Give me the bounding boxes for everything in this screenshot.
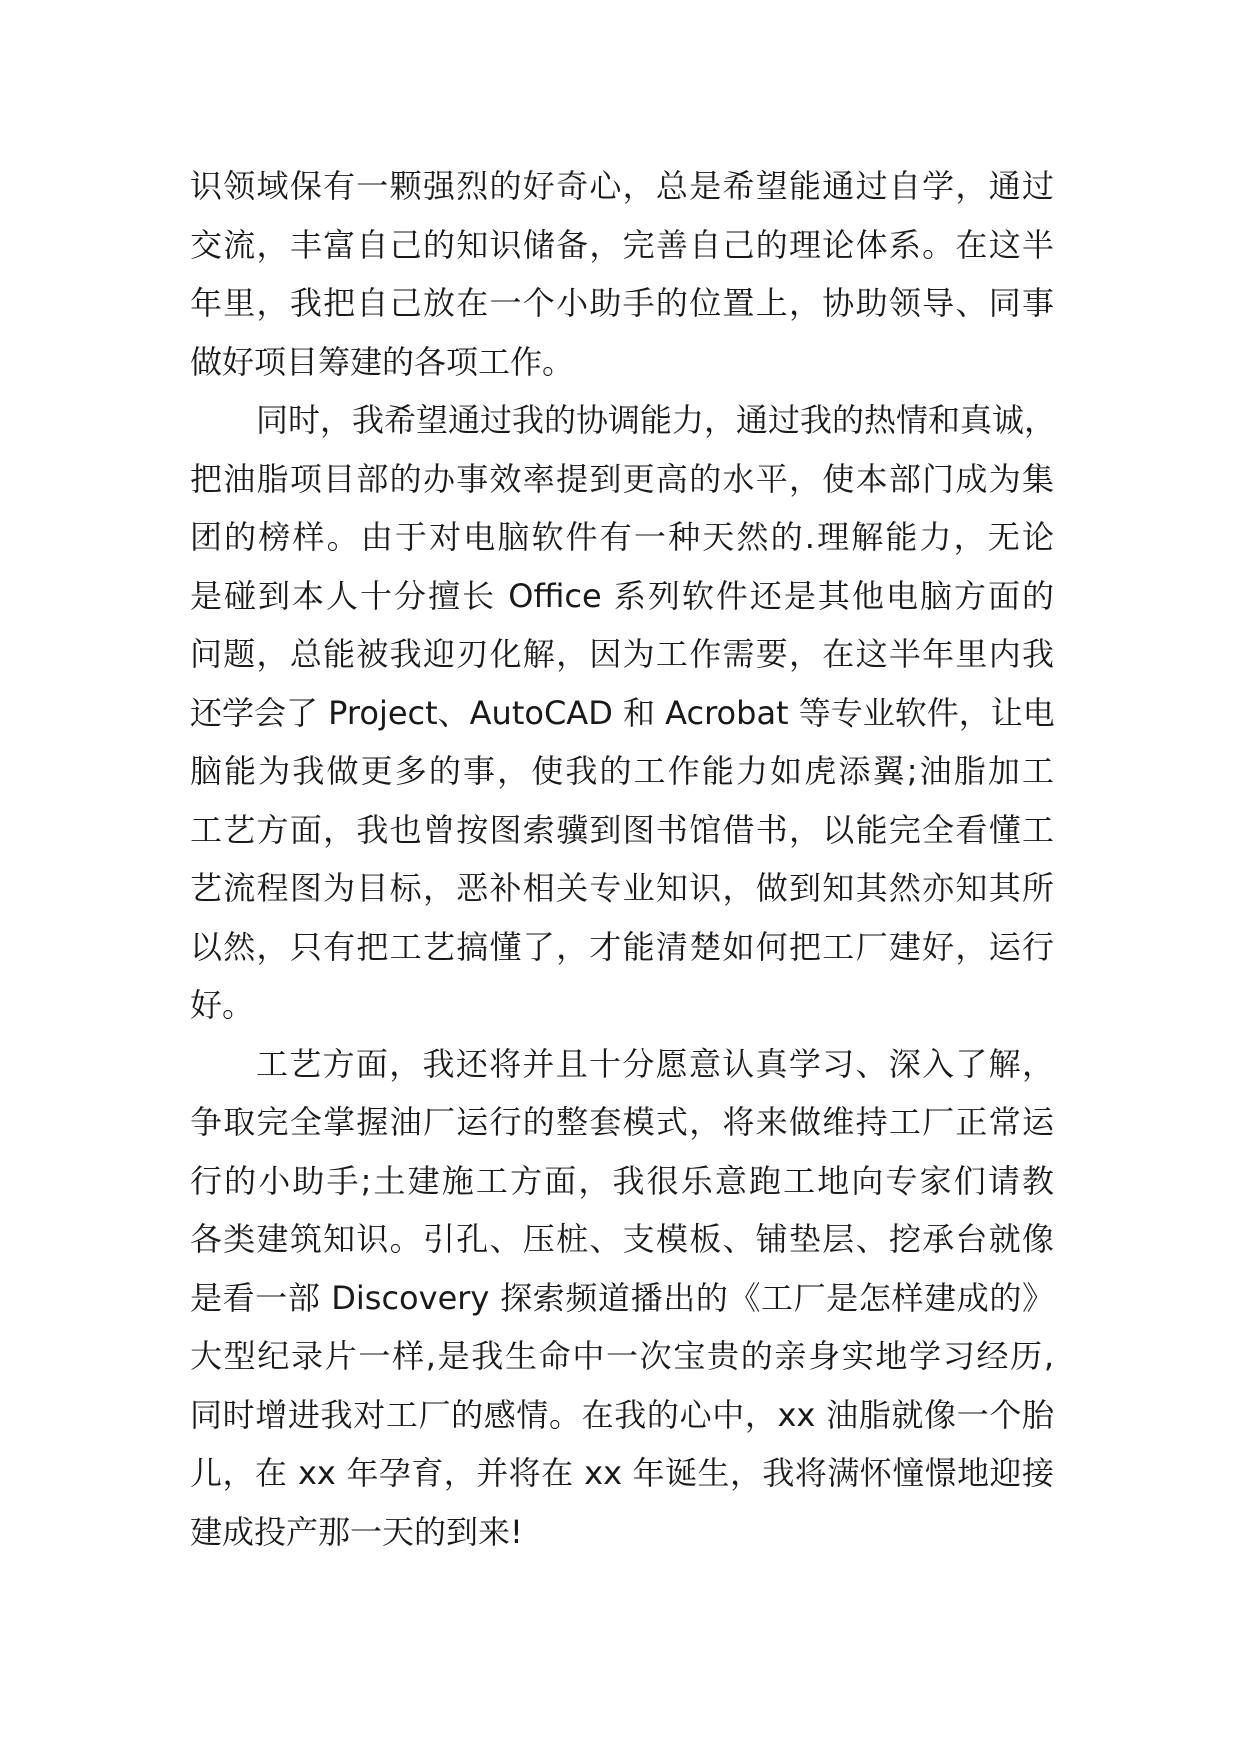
document-body xyxy=(190,157,1057,1561)
text-line: 识领域保有一颗强烈的好奇心，总是希望能通过自学，通过 xyxy=(190,167,1054,205)
text-line: 团的榜样。由于对电脑软件有一种天然的.理解能力，无论 xyxy=(190,518,1054,556)
text-line: 艺流程图为目标，恶补相关专业知识，做到知其然亦知其所 xyxy=(190,869,1054,907)
text-line: 交流，丰富自己的知识储备，完善自己的理论体系。在这半 xyxy=(190,225,1054,264)
text-line: 大型纪录片一样,是我生命中一次宝贵的亲身实地学习经历, xyxy=(190,1337,1054,1375)
text-line: 做好项目筹建的各项工作。 xyxy=(190,342,575,381)
text-line: 脑能为我做更多的事，使我的工作能力如虎添翼;油脂加工 xyxy=(190,752,1054,790)
text-line: 好。 xyxy=(190,986,255,1024)
text-line: 工艺方面，我也曾按图索骥到图书馆借书，以能完全看懂工 xyxy=(190,810,1054,849)
text-line: 各类建筑知识。引孔、压桩、支模板、铺垫层、挖承台就像 xyxy=(190,1220,1054,1258)
text-line: 建成投产那一天的到来! xyxy=(190,1512,523,1551)
text-line: 争取完全掌握油厂运行的整套模式，将来做维持工厂正常运 xyxy=(190,1103,1054,1141)
text-line: 行的小助手;土建施工方面，我很乐意跑工地向专家们请教 xyxy=(190,1161,1054,1200)
text-line: 同时增进我对工厂的感情。在我的心中，xx 油脂就像一个胎 xyxy=(190,1395,1054,1434)
text-line: 是看一部 Discovery 探索频道播出的《工厂是怎样建成的》 xyxy=(190,1278,1054,1317)
text-line: 年里，我把自己放在一个小助手的位置上，协助领导、同事 xyxy=(190,284,1054,322)
text-line: 儿，在 xx 年孕育，并将在 xx 年诞生，我将满怀憧憬地迎接 xyxy=(190,1454,1054,1492)
text-line: 把油脂项目部的办事效率提到更高的水平，使本部门成为集 xyxy=(190,459,1054,498)
text-line: 还学会了 Project、AutoCAD 和 Acrobat 等专业软件，让电 xyxy=(190,693,1055,732)
text-line: 问题，总能被我迎刃化解，因为工作需要，在这半年里内我 xyxy=(190,635,1054,673)
text-line: 以然，只有把工艺搞懂了，才能清楚如何把工厂建好，运行 xyxy=(190,927,1054,966)
text-line: 工艺方面，我还将并且十分愿意认真学习、深入了解， xyxy=(256,1044,1054,1083)
text-line: 同时，我希望通过我的协调能力，通过我的热情和真诚， xyxy=(256,401,1057,439)
text-line: 是碰到本人十分擅长 Office 系列软件还是其他电脑方面的 xyxy=(190,576,1054,615)
